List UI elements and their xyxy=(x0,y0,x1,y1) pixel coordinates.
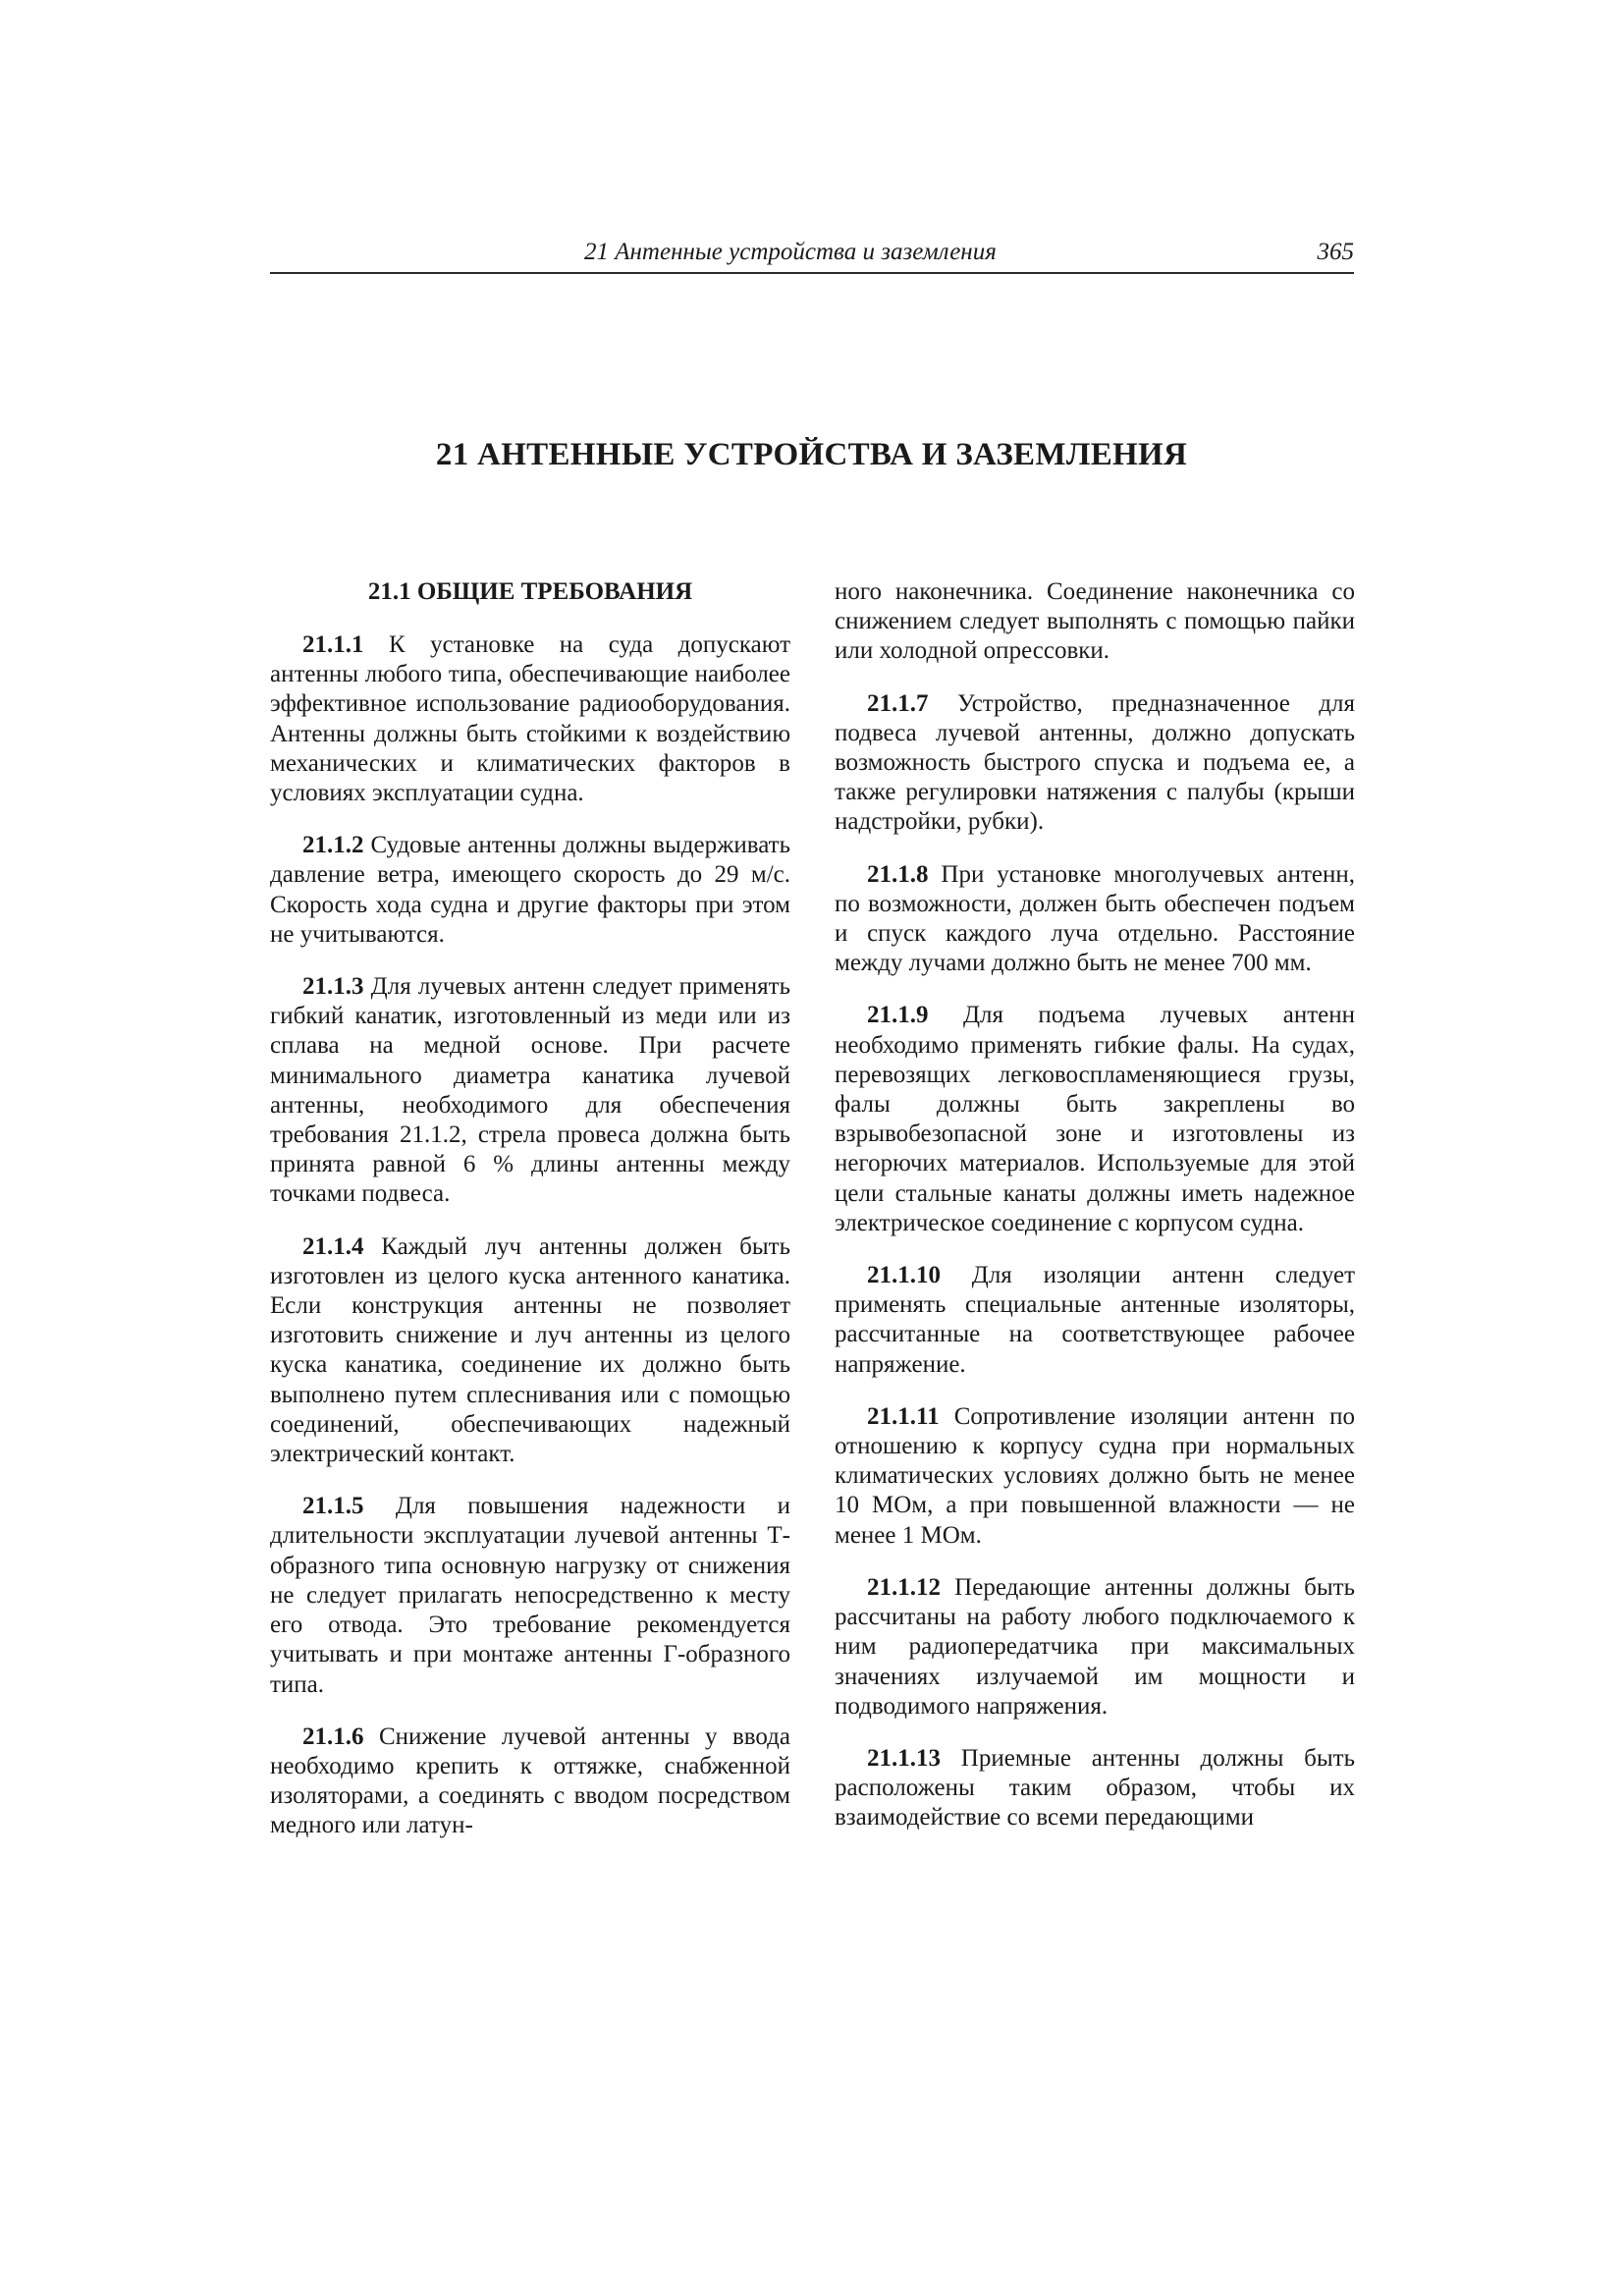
clause-text: Снижение лучевой антенны у ввода необходимо крепить к оттяжке, снабженной изоляторами, а соединять с вводом посредством медного или латун- xyxy=(270,1722,790,1839)
clause-number: 21.1.13 xyxy=(867,1744,941,1772)
paragraph-21-1-2 xyxy=(270,831,790,950)
clause-text: Судовые антенны должны выдерживать давление ветра, имеющего скорость до 29 м/с. Скорость хода судна и другие факторы при этом не учитываются. xyxy=(270,832,790,948)
clause-number: 21.1.11 xyxy=(867,1402,940,1430)
page-number: 365 xyxy=(1317,239,1354,265)
clause-text: Для подъема лучевых антенн необходимо применять гибкие фалы. На судах, перевозящих легковоспламеняющиеся грузы, фалы должны быть закреплены во взрывобезопасной зоне и изготовлены из негорючих материалов. Используемые для этой цели стальные канаты должны иметь надежное электрическое соединение с корпусом судна. xyxy=(835,1002,1355,1236)
paragraph-21-1-3 xyxy=(270,972,790,1210)
clause-number: 21.1.12 xyxy=(867,1573,941,1601)
clause-number: 21.1.8 xyxy=(867,860,929,888)
paragraph-21-1-5 xyxy=(270,1492,790,1699)
clause-text: Приемные антенны должны быть расположены таким образом, чтобы их взаимодействие со всеми передающими xyxy=(835,1744,1355,1831)
running-header xyxy=(270,239,1354,274)
clause-text: Для лучевых антенн следует применять гибкий канатик, изготовленный из меди или из сплава на медной основе. При расчете минимального диаметра канатика лучевой антенны, необходимого для обеспечения требования 21.1.2, стрела провеса должна быть принята равной 6 % длины антенны между точками подвеса. xyxy=(270,973,790,1208)
clause-text: Сопротивление изоляции антенн по отношению к корпусу судна при нормальных климатических условиях должно быть не менее 10 МОм, а при повышенной влажности — не менее 1 МОм. xyxy=(835,1402,1356,1549)
clause-text: Для повышения надежности и длительности эксплуатации лучевой антенны Т-образного типа основную нагрузку от снижения не следует прилагать непосредственно к месту его отвода. Это требование рекомендуется учитывать и при монтаже антенны Г-образного типа. xyxy=(270,1493,790,1698)
running-title: 21 Антенные устройства и заземления xyxy=(584,239,997,265)
clause-text: Передающие антенны должны быть рассчитаны на работу любого подключаемого к ним радиопередатчика при максимальных значениях излучаемой им мощности и подводимого напряжения. xyxy=(835,1573,1355,1720)
section-heading: 21.1 ОБЩИЕ ТРЕБОВАНИЯ xyxy=(367,578,693,605)
clause-text: Для изоляции антенн следует применять специальные антенные изоляторы, рассчитанные на соответствующее рабочее напряжение. xyxy=(835,1262,1356,1378)
paragraph-21-1-12 xyxy=(835,1573,1355,1722)
clause-number: 21.1.6 xyxy=(302,1722,364,1750)
paragraph-21-1-7 xyxy=(835,689,1355,838)
paragraph-21-1-6-continued: ного наконечника. Соединение наконечника со снижением следует выполнять с помощью пайки или холодной опрессовки. xyxy=(835,578,1355,665)
right-column xyxy=(835,577,1355,1856)
paragraph-21-1-8 xyxy=(835,860,1355,979)
paragraph-21-1-13 xyxy=(835,1744,1355,1833)
chapter-title: 21 АНТЕННЫЕ УСТРОЙСТВА И ЗАЗЕМЛЕНИЯ xyxy=(435,437,1188,472)
clause-number: 21.1.2 xyxy=(302,832,364,859)
clause-number: 21.1.4 xyxy=(302,1232,364,1260)
clause-text: Каждый луч антенны должен быть изготовлен из целого куска антенного канатика. Если конструкция антенны не позволяет изготовить снижение и луч антенны из целого куска канатика, соединение их должно быть выполнено путем сплеснивания или с помощью соединений, обеспечивающих надежный электрический контакт. xyxy=(270,1232,790,1468)
clause-number: 21.1.5 xyxy=(302,1493,364,1520)
clause-text: При установке многолучевых антенн, по возможности, должен быть обеспечен подъем и спуск каждого луча отдельно. Расстояние между лучами должно быть не менее 700 мм. xyxy=(835,860,1355,977)
clause-text: Устройство, предназначенное для подвеса лучевой антенны, должно допускать возможность быстрого спуска и подъема ее, а также регулировки натяжения с палубы (крыши надстройки, рубки). xyxy=(835,689,1355,836)
clause-text: К установке на суда допускают антенны любого типа, обеспечивающие наиболее эффективное использование радиооборудования. Антенны должны быть стойкими к воздействию механических и климатических факторов в условиях эксплуатации судна. xyxy=(270,631,791,807)
paragraph-21-1-4 xyxy=(270,1232,790,1470)
clause-number: 21.1.10 xyxy=(867,1262,941,1289)
clause-number: 21.1.9 xyxy=(867,1002,929,1029)
clause-number: 21.1.7 xyxy=(867,689,929,717)
left-column xyxy=(270,577,790,1864)
paragraph-21-1-9 xyxy=(835,1001,1355,1238)
paragraph-21-1-11 xyxy=(835,1402,1355,1551)
clause-number: 21.1.1 xyxy=(302,631,364,658)
clause-number: 21.1.3 xyxy=(302,973,364,1001)
paragraph-21-1-10 xyxy=(835,1261,1355,1380)
paragraph-21-1-6 xyxy=(270,1722,790,1841)
paragraph-21-1-1 xyxy=(270,630,790,808)
